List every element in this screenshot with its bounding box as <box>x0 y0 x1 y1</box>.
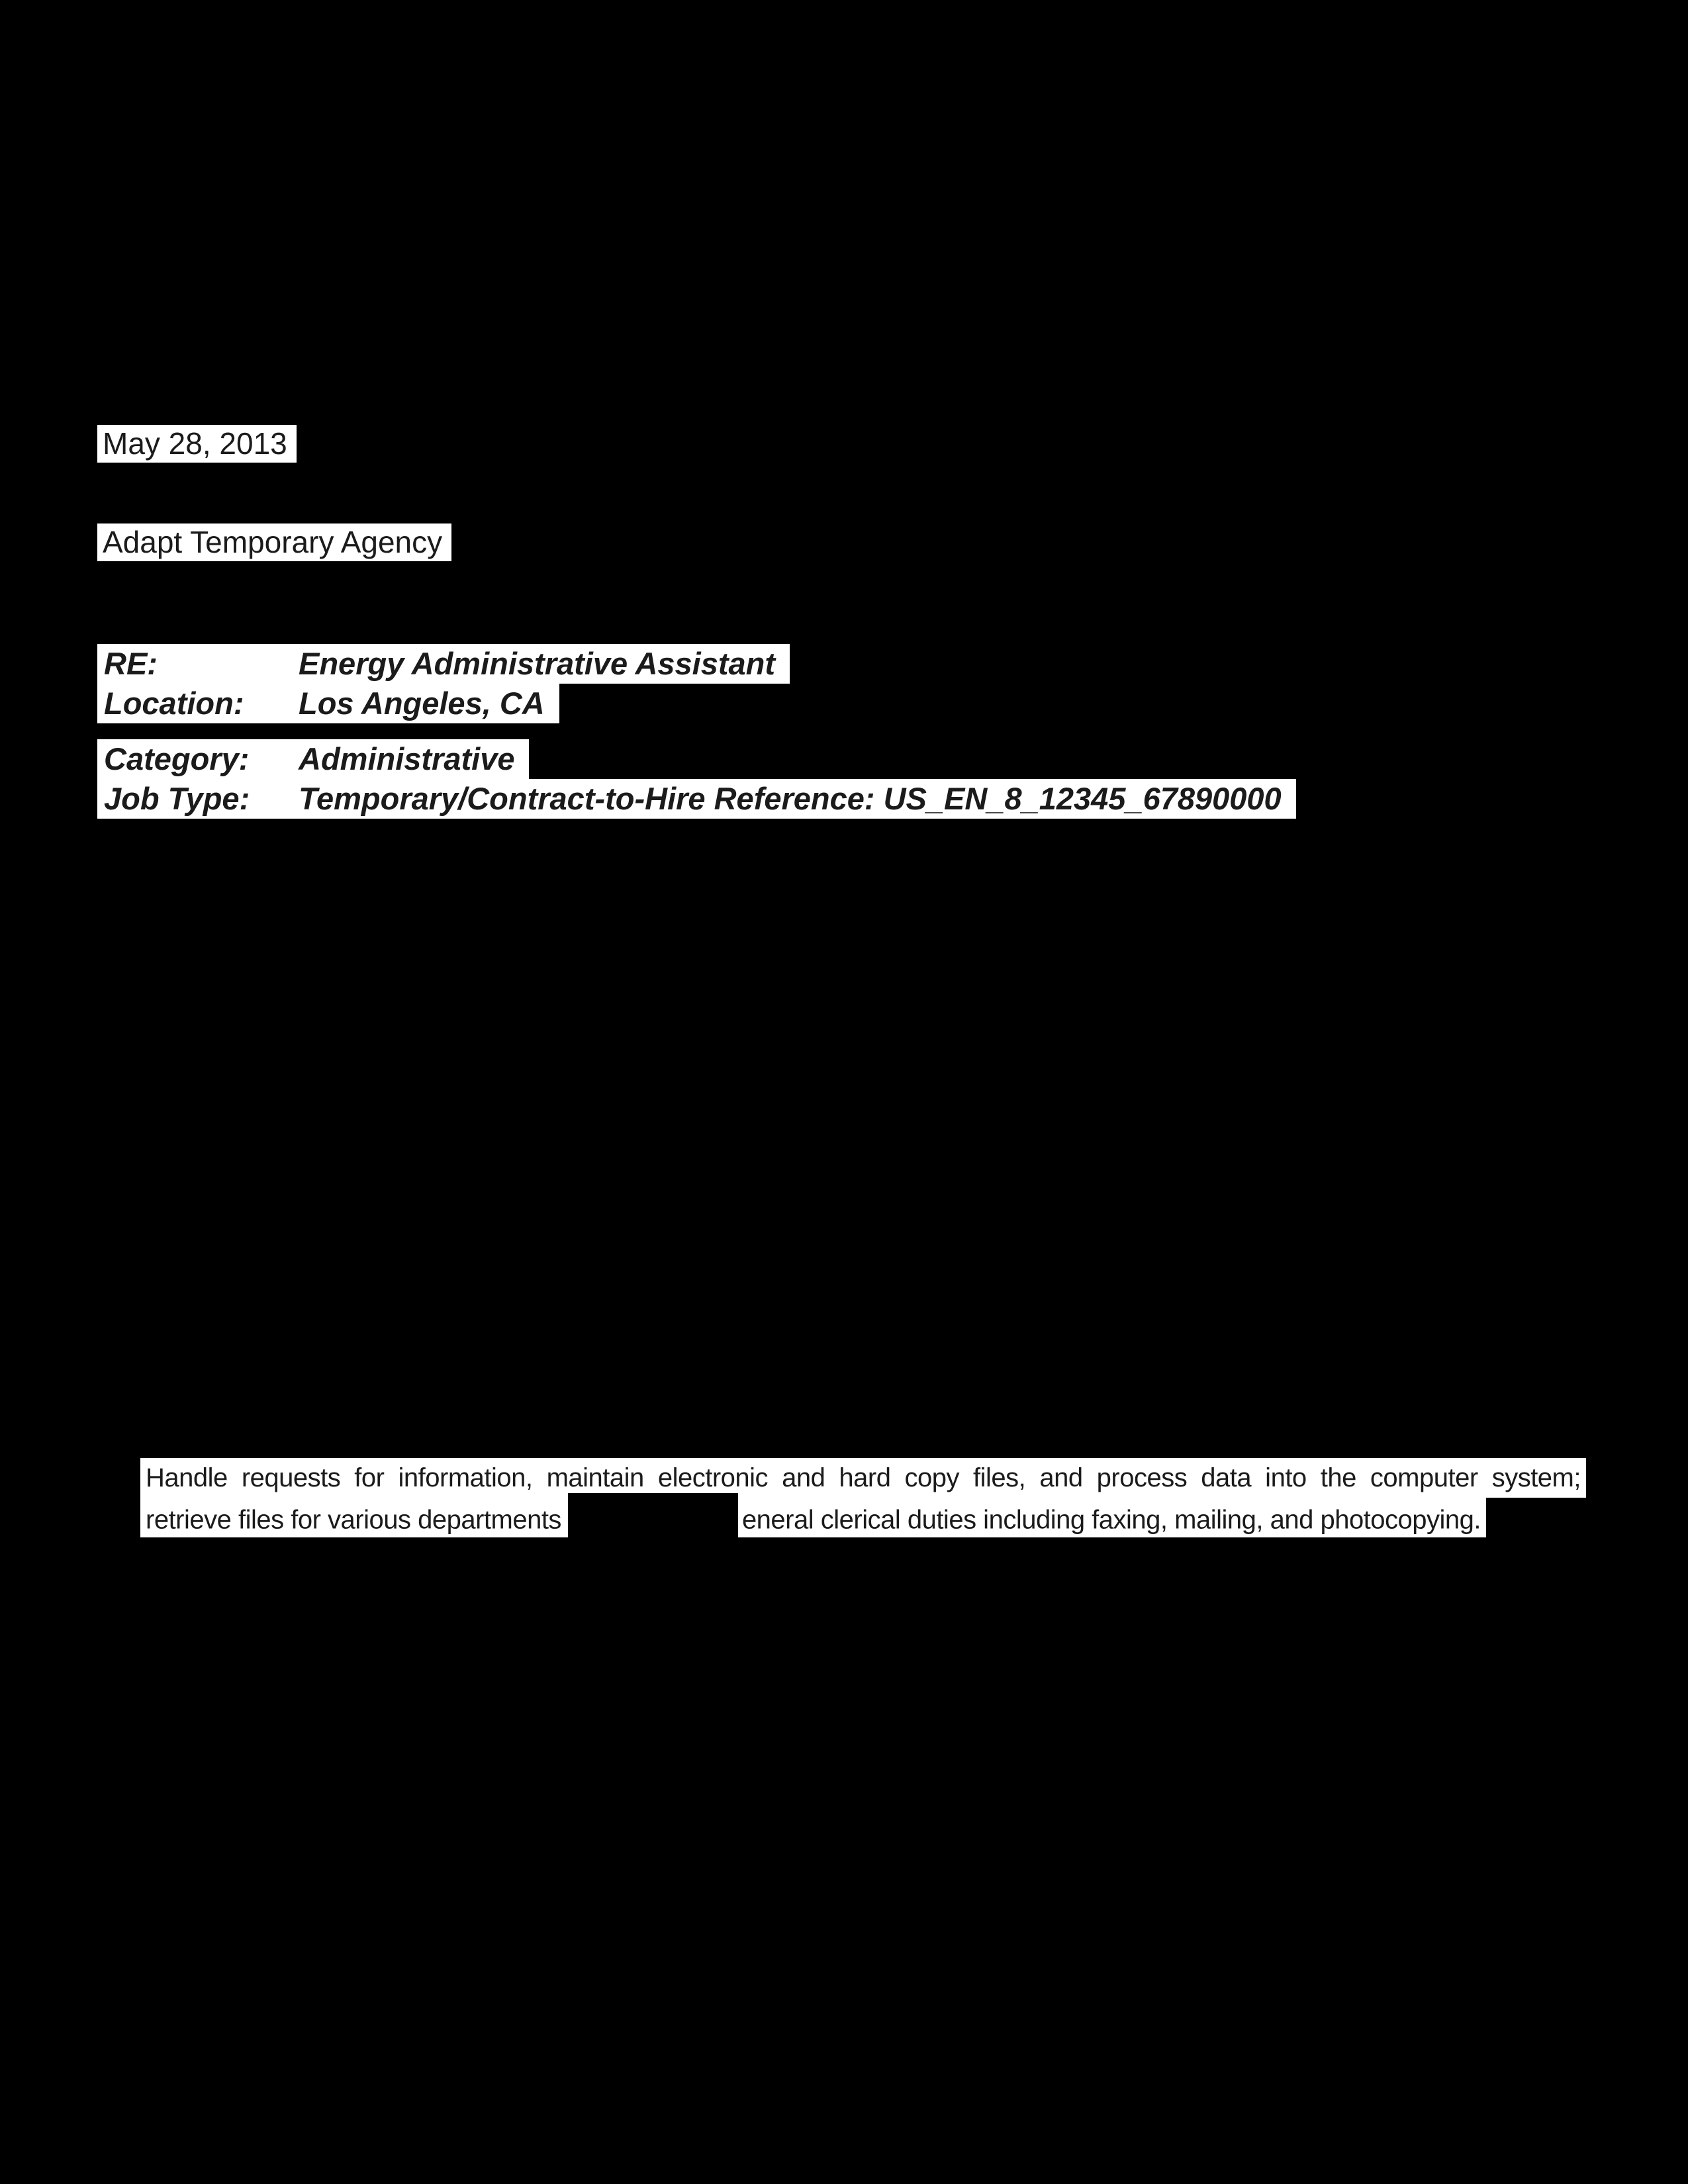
job-info-block-2 <box>97 739 1296 819</box>
body-paragraph <box>140 1458 1586 1537</box>
job-info-row-jobtype <box>97 779 1296 819</box>
redaction-box <box>568 1493 738 1541</box>
job-info-row-category <box>97 739 529 779</box>
job-info-row-location <box>97 684 559 723</box>
recipient-text: Adapt Temporary Agency <box>97 523 451 561</box>
body-line-2-before: retrieve files for various departments <box>146 1505 561 1535</box>
job-info-label: Job Type: <box>104 781 250 816</box>
date-text: May 28, 2013 <box>97 425 297 463</box>
job-info-value: Energy Administrative Assistant <box>299 646 776 681</box>
date-line <box>97 425 297 463</box>
body-line-2 <box>140 1498 1486 1537</box>
job-info-label: RE: <box>104 646 158 681</box>
recipient-line <box>97 523 451 561</box>
job-info-value: Temporary/Contract-to-Hire Reference: US_EN_8_12345_67890000 <box>299 781 1282 816</box>
job-info-block-1 <box>97 644 790 723</box>
body-line-2-after: eneral clerical duties including faxing, mailing, and photocopying. <box>741 1505 1481 1535</box>
job-info-label: Category: <box>104 741 250 776</box>
job-info-row-re <box>97 644 790 684</box>
job-info-label: Location: <box>104 686 244 721</box>
body-line-1: Handle requests for information, maintain electronic and hard copy files, and process data into the computer system; <box>140 1458 1586 1498</box>
job-info-value: Administrative <box>299 741 515 776</box>
job-info-value: Los Angeles, CA <box>299 686 545 721</box>
